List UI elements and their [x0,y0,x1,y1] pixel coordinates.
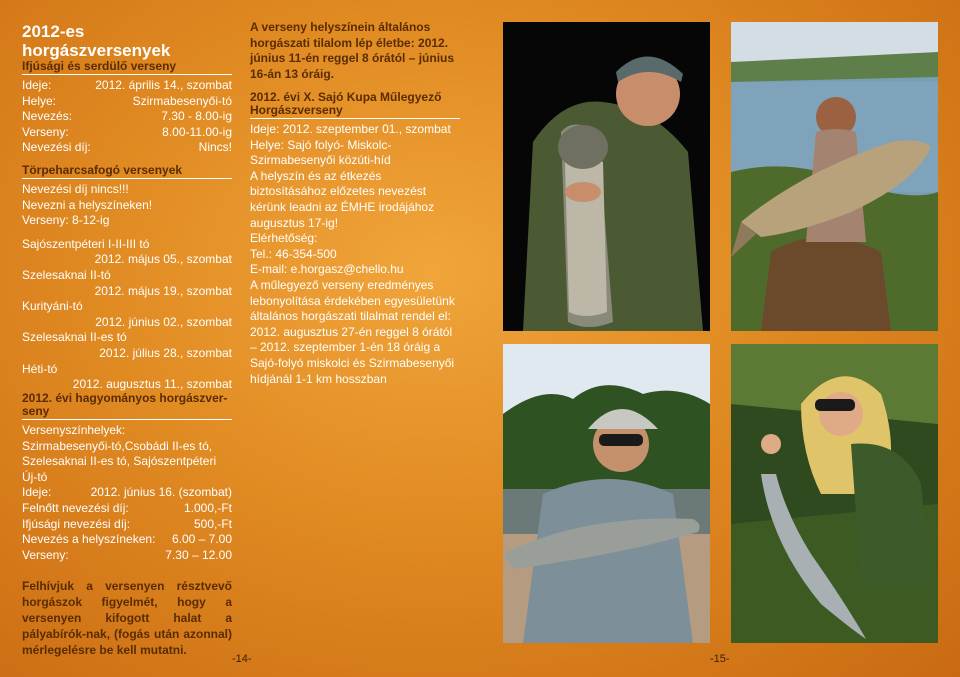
venue-name: Kurityáni-tó [22,299,83,314]
traditional-heading: 2012. évi hagyományos horgászver-seny [22,392,232,420]
youth-row [22,94,232,110]
venue-date: 2012. május 05., szombat [94,252,232,267]
youth-row-value: Szirmabesenyői-tó [132,93,232,108]
dwarf-line: Nevezési díj nincs!!! [22,181,129,196]
dwarf-line: Verseny: 8-12-ig [22,213,110,228]
venue-list [22,237,232,393]
venue-name: Héti-tó [22,361,58,376]
youth-details [22,78,232,156]
venue-name: Szelesaknai II-tó [22,267,111,282]
traditional-row-label: Felnőtt nevezési díj: [22,500,129,515]
traditional-row-label: Nevezés a helyszíneken: [22,532,156,547]
youth-row [22,78,232,94]
traditional-row-value: 6.00 – 7.00 [171,532,232,547]
photo-carp [731,22,938,331]
cup-line: Helye: Sajó folyó- Miskolc- Szirmabesenyői közúti-híd [250,137,392,168]
youth-row-value: 7.30 - 8.00-ig [161,109,232,124]
venues-label: Versenyszínhelyek: [22,423,126,437]
photo-woman-fish [503,344,710,643]
venue-date: 2012. augusztus 11., szombat [72,377,232,392]
venue-name: Szelesaknai II-es tó [22,330,127,345]
left-column [22,22,232,393]
cup-line: A helyszín és az étkezés biztosításához előzetes nevezést kérünk leadni az ÉMHE irodájához augusztus 17-ig! [250,168,435,230]
cup-line: Ideje: 2012. szeptember 01., szombat [250,122,451,136]
traditional-row-value: 7.30 – 12.00 [165,547,232,562]
youth-row-label: Helye: [22,93,57,108]
youth-row-label: Verseny: [22,124,69,139]
youth-row-value: 8.00-11.00-ig [162,124,232,139]
photo-girl-trout [731,344,938,643]
traditional-row [22,548,232,564]
traditional-row [22,517,232,533]
traditional-row-value: 2012. június 16. (szombat) [90,485,232,500]
youth-row-label: Nevezés: [22,109,73,124]
venue-name: Sajószentpéteri I-II-III tó [22,236,150,251]
dwarf-heading: Törpeharcsafogó versenyek [22,164,232,179]
cup-line: E-mail: e.horgasz@chello.hu [250,262,404,277]
traditional-row-label: Ifjúsági nevezési díj: [22,516,131,531]
page-number-left: -14- [232,653,252,665]
youth-row [22,109,232,125]
cup-details [250,122,460,387]
youth-row-label: Ideje: [22,78,52,92]
youth-row [22,140,232,156]
photo-catfish [503,22,710,331]
traditional-row [22,501,232,517]
venues-text: Szirmabesenyői-tó,Csobádi II-es tó, Szelesaknai II-es tó, Sajószentpéteri Új-tó [22,438,217,484]
page-number-right: -15- [710,653,730,665]
traditional-row-label: Ideje: [22,485,52,500]
youth-row-value: Nincs! [198,140,232,155]
venue-date: 2012. június 02., szombat [95,314,232,329]
traditional-row [22,485,232,501]
venue-date: 2012. július 28., szombat [99,345,232,360]
cup-line: A műlegyező verseny eredményes lebonyolítása érdekében egyesületünk általános horgászati tilalmat rendel el: 2012. augusztus 27-én reggel 8 órától – 2012. szeptember 1-én 18 óráig a Sajó-folyó miskolci és Szirmabesenyői hídjánál 1-1 km hosszban [250,277,455,386]
page-title: 2012-es horgászversenyek [22,22,171,60]
cup-line: Elérhetőség: [250,231,318,246]
traditional-row [22,532,232,548]
dwarf-line: Nevezni a helyszíneken! [22,197,153,212]
traditional-row-label: Verseny: [22,547,69,562]
cup-heading: 2012. évi X. Sajó Kupa Műlegyező Horgászverseny [250,91,460,119]
venue-date: 2012. május 19., szombat [94,283,232,298]
ban-notice: A verseny helyszínein általános horgászati tilalom lép életbe: 2012. június 11-én reggel 8 órától – június 16-án 13 óráig. [250,20,455,81]
traditional-row-value: 1.000,-Ft [183,500,232,515]
middle-column [250,20,460,387]
notice-text: Felhívjuk a versenyen résztvevő horgászok figyelmét, hogy a versenyen kifogott halat a pályabírók-nak, (fogás után azonnal) mérlegelésre be kell mutatni. [22,579,232,657]
youth-row-value: 2012. április 14., szombat [95,78,232,92]
traditional-row-value: 500,-Ft [193,516,232,531]
youth-row-label: Nevezési díj: [22,140,91,155]
youth-heading: Ifjúsági és serdülő verseny [22,60,232,75]
cup-line: Tel.: 46-354-500 [250,246,337,261]
traditional-section [22,392,232,563]
traditional-details [22,485,232,563]
youth-row [22,125,232,141]
